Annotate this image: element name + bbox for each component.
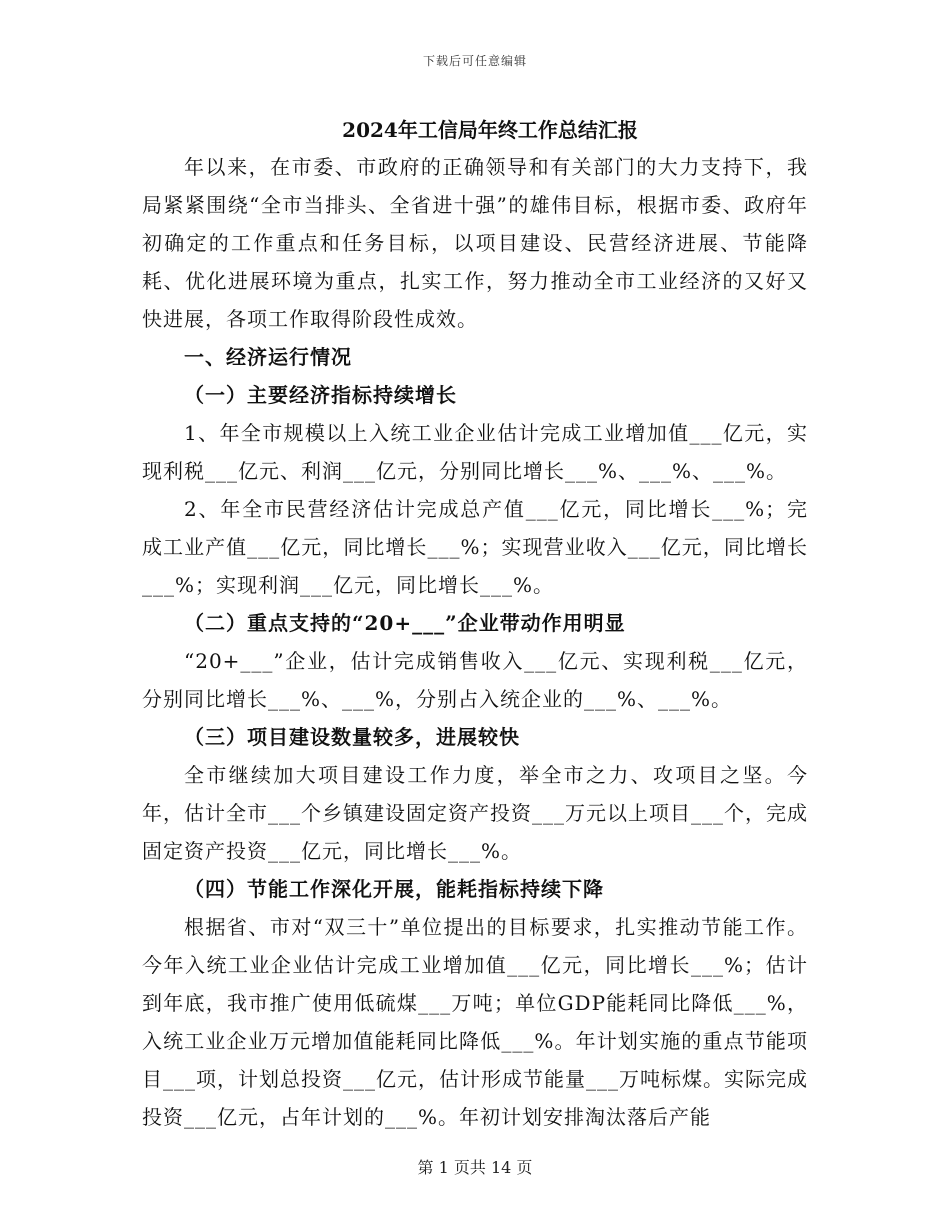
subsection-heading-1: （一）主要经济指标持续增长 [184,383,457,407]
subsection-3-paragraph: 全市继续加大项目建设工作力度，举全市之力、攻项目之坚。今年，估计全市___个乡镇建设固定资产投资___万元以上项目___个，完成固定资产投资___亿元，同比增长___%。 [142,763,808,863]
header-note: 下载后可任意编辑 [422,54,527,68]
document-body [142,112,808,1136]
subsection-2-paragraph: “20+___”企业，估计完成销售收入___亿元、实现利税___亿元，分别同比增长___%、___%，分别占入统企业的___%、___%。 [142,649,808,711]
subsection-heading-2: （二）重点支持的“20+___”企业带动作用明显 [184,611,626,635]
page-footer: 第 1 页共 14 页 [417,1158,533,1177]
intro-paragraph: 年以来，在市委、市政府的正确领导和有关部门的大力支持下，我局紧紧围绕“全市当排头、全省进十强”的雄伟目标，根据市委、政府年初确定的工作重点和任务目标，以项目建设、民营经济进展、节能降耗、优化进展环境为重点，扎实工作，努力推动全市工业经济的又好又快进展，各项工作取得阶段性成效。 [142,155,808,331]
subsection-1-paragraph-1: 1、年全市规模以上入统工业企业估计完成工业增加值___亿元，实现利税___亿元、利润___亿元，分别同比增长___%、___%、___%。 [142,421,808,483]
subsection-4-paragraph: 根据省、市对“双三十”单位提出的目标要求，扎实推动节能工作。今年入统工业企业估计完成工业增加值___亿元，同比增长___%；估计到年底，我市推广使用低硫煤___万吨；单位GDP能耗同比降低___%，入统工业企业万元增加值能耗同比降低___%。年计划实施的重点节能项目___项，计划总投资___亿元，估计形成节能量___万吨标煤。实际完成投资___亿元，占年计划的___%。年初计划安排淘汰落后产能 [142,915,808,1129]
document-title: 2024年工信局年终工作总结汇报 [342,118,638,142]
subsection-heading-4: （四）节能工作深化开展，能耗指标持续下降 [184,877,604,901]
subsection-heading-3: （三）项目建设数量较多，进展较快 [184,725,520,749]
subsection-1-paragraph-2: 2、年全市民营经济估计完成总产值___亿元，同比增长___%；完成工业产值___亿元，同比增长___%；实现营业收入___亿元，同比增长___%；实现利润___亿元，同比增长___%。 [142,497,808,597]
section-heading-economic-operation: 一、经济运行情况 [184,345,352,369]
